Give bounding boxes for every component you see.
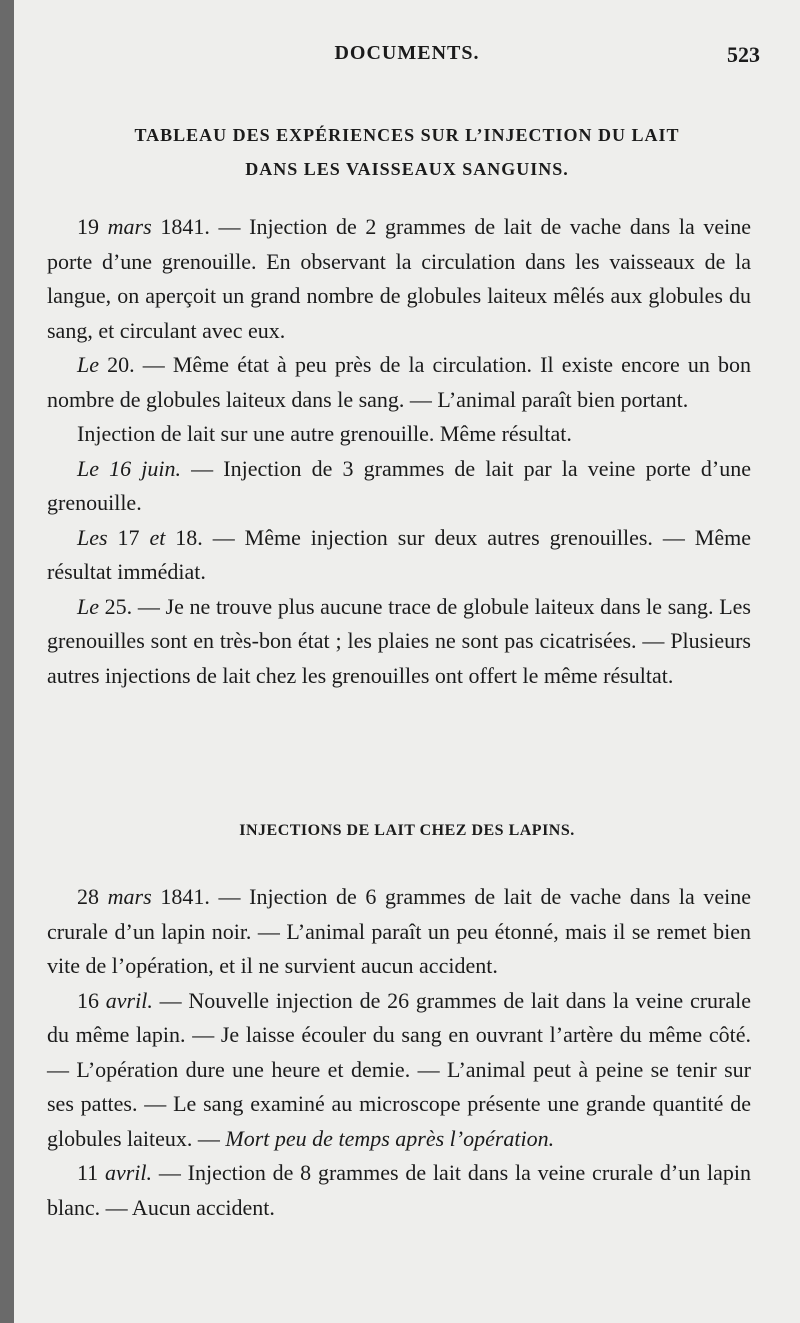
heading-line-2: DANS LES VAISSEAUX SANGUINS.: [245, 159, 569, 179]
running-head: [14, 42, 800, 78]
italic-conclusion: Mort peu de temps après l’opération.: [225, 1125, 555, 1151]
table-heading: [14, 118, 800, 186]
date-month: avril.: [105, 987, 153, 1013]
lead-word: Le: [77, 593, 99, 619]
date: 20.: [107, 352, 135, 377]
date: 25.: [104, 593, 133, 619]
paragraph-17-18: [47, 521, 751, 590]
paragraph-text: — Injection de 2 grammes de lait de vache: [218, 214, 622, 239]
date-b: 18.: [175, 524, 203, 550]
page-number: 523: [727, 42, 760, 67]
running-title: DOCUMENTS.: [334, 42, 480, 64]
frog-experiments: [47, 210, 751, 693]
paragraph-le-25: [47, 590, 751, 694]
paragraph-text: — Injection de 6 grammes de lait de vache dans la veine crurale d’un lapin noir. — L’animal paraît un peu étonné, mais il se remet bien vite de l’opération, et il ne survient aucun accident.: [47, 884, 752, 978]
paragraph-11-avril: [47, 1156, 751, 1225]
paragraph-text: — Nouvelle injection de 26 grammes de lait dans la veine crurale du même lapin. — Je laisse écouler du sang en ouvrant l’artère du même côté. — L’opération dure une heure et demie. — L’animal peut à peine se tenir sur ses pattes. — Le sang examiné au microscope présente une grande quantité de globules laiteux. —: [47, 987, 752, 1151]
lead-word: Le: [77, 455, 99, 481]
paragraph-text: — Injection de 3 grammes de lait par la veine porte d’une grenouille.: [47, 455, 752, 515]
date: 16 juin.: [109, 455, 182, 481]
date-day: 16: [77, 987, 99, 1013]
date-month: mars: [107, 214, 152, 239]
date-day: 19: [77, 214, 99, 239]
paragraph-autre-grenouille: [47, 417, 751, 452]
paragraph-text-rest: dans la veine porte d’une grenouille. En observant la circulation dans les vaisseaux de la langue, on aperçoit un grand nombre de globules laiteux mêlés aux globules du sang, et circulant avec eux.: [47, 214, 752, 343]
paragraph-text: Injection de lait sur une autre grenouille. Même résultat.: [77, 421, 572, 446]
paragraph-le-20: [47, 348, 751, 417]
date-year: 1841.: [160, 214, 210, 239]
lead-word: Les: [77, 524, 108, 550]
date-year: 1841.: [160, 884, 210, 909]
book-page: [14, 0, 800, 1323]
paragraph-text: — Injection de 8 grammes de lait dans la veine crurale d’un lapin blanc. — Aucun accident.: [47, 1160, 752, 1220]
paragraph-text: — Je ne trouve plus aucune trace de globule laiteux dans le sang. Les grenouilles sont en très-bon état ; les plaies ne sont pas cicatrisées. — Plusieurs autres injections de lait chez les grenouilles ont offert le même résultat.: [47, 593, 751, 688]
paragraph-text: — Même état à peu près de la circulation. Il existe encore un bon nombre de globules laiteux dans le sang. — L’animal paraît bien portant.: [47, 352, 752, 412]
rabbits-heading: INJECTIONS DE LAIT CHEZ DES LAPINS.: [239, 822, 575, 839]
date-month: avril.: [104, 1160, 153, 1185]
paragraph-19-mars: [47, 210, 751, 348]
date-day: 28: [77, 884, 99, 909]
date-month: mars: [107, 884, 152, 909]
paragraph-16-avril: [47, 984, 751, 1157]
paragraph-text: — Même injection sur deux autres grenouilles. — Même résultat immédiat.: [47, 524, 752, 584]
paragraph-28-mars: [47, 880, 751, 984]
date-conj: et: [149, 524, 166, 550]
date-day: 11: [77, 1160, 99, 1185]
paragraph-16-juin: [47, 452, 751, 521]
date-a: 17: [117, 524, 140, 550]
rabbit-experiments: [47, 880, 751, 1225]
heading-line-1: TABLEAU DES EXPÉRIENCES SUR L’INJECTION DU LAIT: [134, 125, 680, 145]
lead-word: Le: [77, 352, 99, 377]
